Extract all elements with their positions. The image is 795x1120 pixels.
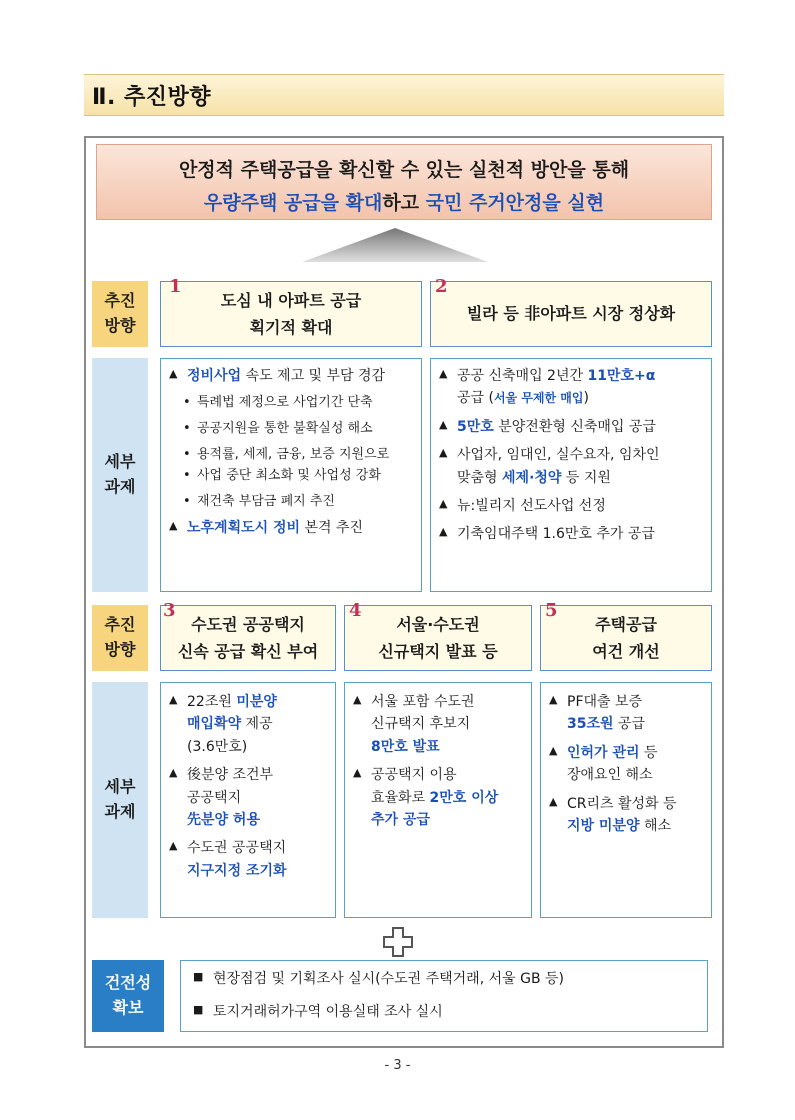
direction-number-3: 3 <box>163 600 176 621</box>
task-4-item-1 <box>353 691 523 758</box>
t5i2b: 등 <box>639 744 658 761</box>
t2i3a: 사업자, 임대인, 실수요자, 임차인 <box>457 447 660 464</box>
goal-line1: 안정적 주택공급을 확신할 수 있는 실천적 방안을 통해 <box>178 159 630 181</box>
direction-box-2 <box>430 276 712 347</box>
t2i2a: 5만호 <box>457 418 494 435</box>
t4i2c: 2만호 이상 <box>429 789 499 806</box>
label-tasks-1-a: 세부 <box>104 452 136 472</box>
task-box-5 <box>540 682 712 918</box>
direction-box-5 <box>540 600 712 671</box>
soundness-box <box>180 960 708 1032</box>
task-1-sub-2: • 공공지원을 통한 불확실성 해소 <box>169 419 413 440</box>
task-1-sub-3: • 용적률, 세제, 금융, 보증 지원으로 <box>169 445 413 466</box>
goal-box <box>96 144 712 220</box>
direction-number-1: 1 <box>169 276 182 297</box>
label-tasks-2-a: 세부 <box>104 777 136 797</box>
task-box-3 <box>160 682 336 918</box>
direction-box-4 <box>344 600 532 671</box>
goal-line2-a: 우량주택 공급을 확대 <box>203 192 383 214</box>
label-tasks-1-b: 과제 <box>104 477 136 496</box>
t2i1d: 서울 무제한 매입 <box>493 391 584 406</box>
direction-4-line2: 신규택지 발표 등 <box>378 642 498 661</box>
t4i2d: 추가 공급 <box>371 811 430 828</box>
task-1-item-1 <box>169 365 413 387</box>
t5i2c: 장애요인 해소 <box>567 767 653 784</box>
task-1-sub-1: • 특례법 제정으로 사업기간 단축 <box>169 393 413 414</box>
direction-1-line1: 도심 내 아파트 공급 <box>220 290 362 310</box>
label-direction-1-b: 방향 <box>104 316 136 335</box>
t4i2a: 공공택지 이용 <box>371 767 457 784</box>
label-direction-1-a: 추진 <box>104 291 136 311</box>
t4i1a: 서울 포함 수도권 <box>371 694 475 710</box>
t2i1e: ) <box>583 390 589 407</box>
label-tasks-2 <box>92 682 148 918</box>
task-3-item-3 <box>169 837 327 882</box>
t3i2a: 後분양 조건부 <box>187 767 274 784</box>
t2i1b: 11만호+α <box>587 368 656 384</box>
direction-1-line2: 획기적 확대 <box>249 318 333 337</box>
t2i2b: 분양전환형 신축매입 공급 <box>493 418 656 435</box>
label-tasks-1 <box>92 358 148 592</box>
t3i2b: 공공택지 <box>187 789 242 806</box>
t4i2b: 효율화로 <box>371 789 430 806</box>
task-5-item-2 <box>549 742 703 787</box>
t4i1b: 신규택지 후보지 <box>371 716 471 733</box>
t3i1b: 미분양 <box>236 694 277 710</box>
task-2-item-2 <box>439 416 703 438</box>
up-arrow-icon <box>300 226 490 266</box>
task-box-2 <box>430 358 712 592</box>
direction-box-3 <box>160 600 336 671</box>
direction-number-2: 2 <box>435 276 448 297</box>
task-4-item-2 <box>353 764 523 831</box>
t5i1b: 35조원 <box>567 716 614 733</box>
task-1-item-2-hl: 노후계획도시 정비 <box>187 520 301 537</box>
direction-5-line1: 주택공급 <box>595 614 657 634</box>
t3i3a: 수도권 공공택지 <box>187 840 287 857</box>
label-direction-2-b: 방향 <box>104 640 136 659</box>
t3i3b: 지구지정 조기화 <box>187 862 287 879</box>
task-1-item-1-hl: 정비사업 <box>187 368 242 384</box>
direction-5-line2: 여건 개선 <box>592 642 660 661</box>
t5i1a: PF대출 보증 <box>567 694 643 710</box>
direction-box-1 <box>160 276 422 347</box>
task-3-item-2 <box>169 764 327 831</box>
t3i2c: 先분양 허용 <box>187 811 260 828</box>
goal-line2-c: 국민 주거안정을 실현 <box>425 192 605 214</box>
task-5-item-1 <box>549 691 703 736</box>
task-3-item-1 <box>169 691 327 758</box>
task-2-item-5: ▲ 기축임대주택 1.6만호 추가 공급 <box>439 523 703 545</box>
task-1-sub-4: • 재건축 부담금 폐지 추진 <box>169 492 413 513</box>
plus-icon <box>382 926 414 958</box>
label-tasks-2-b: 과제 <box>104 802 136 821</box>
task-box-4 <box>344 682 532 918</box>
goal-line2 <box>97 188 711 215</box>
task-box-1 <box>160 358 422 592</box>
direction-3-line2: 신속 공급 확신 부여 <box>177 642 319 661</box>
task-1-item-2 <box>169 517 413 539</box>
t2i3d: 등 지원 <box>561 469 611 486</box>
t3i1c: 매입확약 <box>187 716 242 733</box>
t3i1e: (3.6만호) <box>187 738 248 755</box>
section-title: Ⅱ. 추진방향 <box>92 85 212 110</box>
soundness-item-2: ■ 토지거래허가구역 이용실태 조사 실시 <box>193 1002 695 1023</box>
task-2-item-4: ▲ 뉴:빌리지 선도사업 선정 <box>439 495 703 517</box>
task-5-item-3 <box>549 793 703 838</box>
task-1-sub-3b-text: 사업 중단 최소화 및 사업성 강화 <box>197 467 381 483</box>
t3i1a: 22조원 <box>187 694 237 710</box>
direction-3-line1: 수도권 공공택지 <box>191 614 305 634</box>
label-direction-2-a: 추진 <box>104 615 136 635</box>
direction-2-line1: 빌라 등 非아파트 시장 정상화 <box>466 304 676 324</box>
direction-number-4: 4 <box>349 600 362 621</box>
label-direction-1 <box>92 281 148 347</box>
goal-line2-b: 하고 <box>382 192 426 214</box>
label-soundness <box>92 960 164 1032</box>
t5i2a: 인허가 관리 <box>567 744 640 761</box>
task-2-item-1 <box>439 365 703 410</box>
t5i3b: 지방 미분양 <box>567 817 640 834</box>
t5i3c: 해소 <box>639 817 671 834</box>
page-number: - 3 - <box>384 1058 411 1073</box>
soundness-item-1: ■ 현장점검 및 기획조사 실시(수도권 주택거래, 서울 GB 등) <box>193 969 695 990</box>
t2i3b: 맞춤형 <box>457 469 503 486</box>
label-soundness-b: 확보 <box>112 998 144 1017</box>
label-direction-2 <box>92 605 148 671</box>
t4i1c: 8만호 발표 <box>371 738 440 755</box>
label-soundness-a: 건전성 <box>104 973 152 993</box>
t5i3a: CR리츠 활성화 등 <box>567 795 677 812</box>
task-2-item-3 <box>439 444 703 489</box>
t2i3c: 세제·청약 <box>502 469 562 486</box>
task-1-sub-3b <box>169 466 413 487</box>
t3i1d: 제공 <box>241 716 273 733</box>
task-1-item-1-rest: 속도 제고 및 부담 경감 <box>241 368 386 384</box>
t2i1a: 공공 신축매입 2년간 <box>457 368 588 384</box>
direction-4-line1: 서울·수도권 <box>396 614 480 634</box>
t2i1c: 공급 ( <box>457 390 494 407</box>
direction-number-5: 5 <box>545 600 558 621</box>
t5i1c: 공급 <box>613 716 646 733</box>
task-1-item-2-rest: 본격 추진 <box>300 520 364 537</box>
